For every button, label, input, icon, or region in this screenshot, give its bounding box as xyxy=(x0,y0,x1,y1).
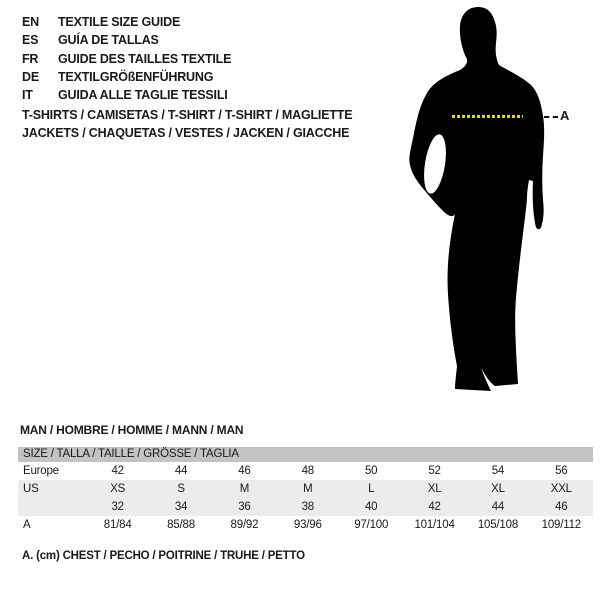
table-row-uk-sizes xyxy=(18,498,593,516)
table-cell: 36 xyxy=(238,501,251,513)
table-cell: S xyxy=(177,483,185,495)
table-cell: 52 xyxy=(428,465,441,477)
table-cell: 101/104 xyxy=(414,519,455,531)
table-cell: 97/100 xyxy=(354,519,389,531)
table-cell: 32 xyxy=(111,501,124,513)
table-cell: 44 xyxy=(491,501,505,513)
row-label: Europe xyxy=(23,465,59,477)
table-cell: 81/84 xyxy=(103,519,132,531)
category-jackets: JACKETS / CHAQUETAS / VESTES / JACKEN / GIACCHE xyxy=(22,126,350,141)
language-row xyxy=(22,31,231,49)
language-title: TEXTILGRÖßENFÜHRUNG xyxy=(58,69,214,84)
man-silhouette-icon xyxy=(403,4,575,396)
table-cell: 40 xyxy=(364,501,378,513)
table-cell: 54 xyxy=(491,465,505,477)
table-row-chest-a xyxy=(18,516,593,534)
table-cell: 109/112 xyxy=(541,519,581,531)
category-tshirts: T-SHIRTS / CAMISETAS / T-SHIRT / T-SHIRT / MAGLIETTE xyxy=(22,108,353,122)
language-title: GUIDE DES TAILLES TEXTILE xyxy=(58,51,232,66)
category-lines xyxy=(22,106,352,142)
table-cell: XS xyxy=(110,483,126,495)
language-code: EN xyxy=(22,15,39,29)
table-cell: L xyxy=(368,483,375,495)
size-table-header: SIZE / TALLA / TAILLE / GRÖSSE / TAGLIA xyxy=(18,447,593,462)
table-cell: XL xyxy=(491,483,505,495)
row-label: US xyxy=(23,483,39,495)
language-title: GUÍA DE TALLAS xyxy=(58,33,159,48)
table-cell: 48 xyxy=(301,465,315,477)
table-cell: M xyxy=(239,483,250,495)
table-cell: 105/108 xyxy=(477,519,519,531)
table-cell: XL xyxy=(427,483,442,495)
language-title: GUIDA ALLE TAGLIE TESSILI xyxy=(58,88,228,103)
table-cell: 93/96 xyxy=(293,519,322,531)
table-cell: 56 xyxy=(555,465,568,477)
table-cell: 42 xyxy=(428,501,441,513)
measure-footnote: A. (cm) CHEST / PECHO / POITRINE / TRUHE / PETTO xyxy=(22,550,305,562)
measure-label-a: A xyxy=(560,108,570,123)
table-cell: 44 xyxy=(174,465,188,477)
table-cell: 46 xyxy=(555,501,568,513)
table-row-us xyxy=(18,480,593,498)
row-label: A xyxy=(23,519,31,531)
table-cell: 46 xyxy=(238,465,251,477)
table-cell: M xyxy=(303,483,313,495)
table-cell: 38 xyxy=(301,501,315,513)
table-cell: 34 xyxy=(174,501,188,513)
table-cell: 42 xyxy=(111,465,124,477)
man-silhouette-figure xyxy=(403,4,575,396)
table-cell: 50 xyxy=(364,465,378,477)
language-row xyxy=(22,50,231,68)
section-heading-man: MAN / HOMBRE / HOMME / MANN / MAN xyxy=(20,423,244,437)
table-cell: XXL xyxy=(550,483,572,495)
language-list xyxy=(22,13,231,104)
language-row xyxy=(22,68,231,86)
language-row xyxy=(22,13,231,31)
row-label xyxy=(18,498,86,516)
language-code: DE xyxy=(22,69,39,84)
chest-measure-line xyxy=(452,115,523,118)
language-code: FR xyxy=(22,51,39,66)
table-cell: 85/88 xyxy=(167,519,195,531)
size-table xyxy=(18,447,593,534)
language-row xyxy=(22,86,231,104)
table-row-europe xyxy=(18,462,593,480)
table-cell: 89/92 xyxy=(230,519,259,531)
language-title: TEXTILE SIZE GUIDE xyxy=(58,15,181,29)
measure-leader-dashes xyxy=(544,116,558,118)
language-code: IT xyxy=(22,88,33,103)
language-code: ES xyxy=(22,33,39,48)
